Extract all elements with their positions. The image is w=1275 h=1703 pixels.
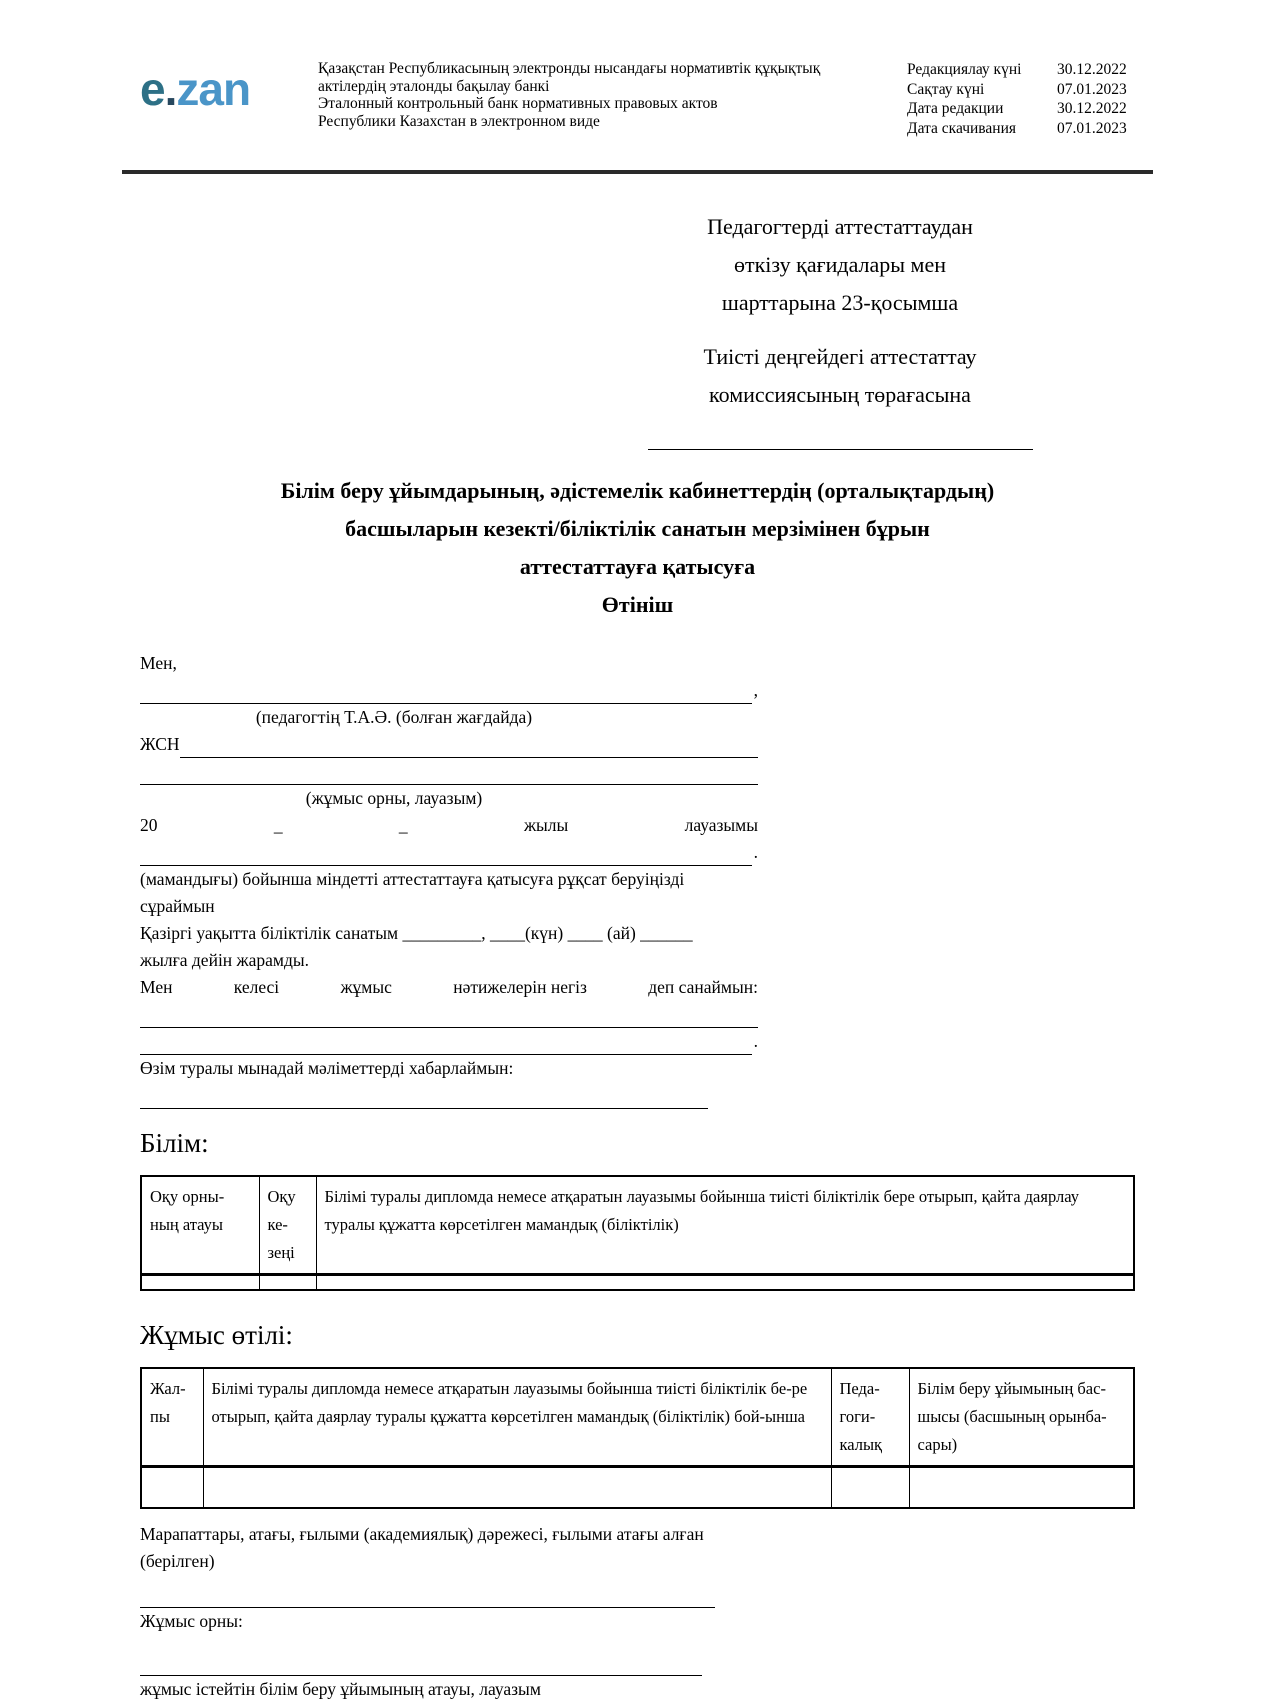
logo-letter-e: e xyxy=(140,63,165,115)
column-header: Оқу ке-зеңі xyxy=(259,1176,316,1275)
empty-cell xyxy=(259,1275,316,1290)
meta-value: 30.12.2022 xyxy=(1057,61,1127,78)
empty-cell xyxy=(909,1466,1134,1508)
workplace-caption: (жұмыс орны, лауазым) xyxy=(305,788,483,808)
empty-cell xyxy=(316,1275,1134,1290)
empty-cell xyxy=(203,1466,831,1508)
meta-label: Редакциялау күні xyxy=(907,61,1022,78)
form-body xyxy=(140,650,758,1109)
awards-text: Марапаттары, атағы, ғылыми (академиялық) дәрежесі, ғылыми атағы алған (берілген) xyxy=(140,1524,704,1571)
category-line: Қазіргі уақытта біліктілік санатым _________, ____(күн) ____ (ай) ______ xyxy=(140,923,693,943)
about-fill-row xyxy=(140,1082,758,1109)
workplace-fill-line xyxy=(140,761,758,785)
education-header-row xyxy=(141,1176,1134,1275)
column-header: Білімі туралы дипломда немесе атқаратын лауазымы бойынша тиісті біліктілік бере отырып, қайта даярлау туралы құжатта көрсетілген мамандық (біліктілік) xyxy=(316,1176,1134,1275)
awards-fill-row xyxy=(140,1581,758,1608)
workplace-footnote: жұмыс істейтін білім беру ұйымының атауы, лауазым xyxy=(140,1679,541,1699)
org-line: Эталонный контрольный банк нормативных правовых актов xyxy=(318,95,718,112)
meta-row xyxy=(907,99,1135,119)
meta-label: Дата редакции xyxy=(907,100,1004,117)
year-row xyxy=(140,812,758,839)
spacer xyxy=(630,322,1050,338)
about-fill-line xyxy=(140,1085,708,1109)
position-fill-row xyxy=(140,839,758,866)
year-word: жылы xyxy=(523,815,569,835)
ezan-logo xyxy=(140,63,318,115)
empty-cell xyxy=(831,1466,909,1508)
validity-line: жылға дейін жарамды. xyxy=(140,950,310,970)
workplace-footer-fill-row xyxy=(140,1649,758,1676)
basis-fill-row xyxy=(140,1028,758,1055)
org-line: Қазақстан Республикасының электронды нысандағы нормативтік құқықтық xyxy=(318,60,821,77)
meta-label: Сақтау күні xyxy=(907,80,985,98)
empty-cell xyxy=(141,1466,203,1508)
logo-letters-zan: zan xyxy=(176,63,251,115)
empty-cell xyxy=(141,1275,259,1290)
position-word: лауазымы xyxy=(684,815,758,835)
experience-heading: Жұмыс өтілі: xyxy=(140,1319,293,1350)
title-line: аттестаттауға қатысуға xyxy=(519,554,756,579)
year-prefix: 20 xyxy=(140,815,158,835)
iin-row xyxy=(140,731,758,758)
document-header xyxy=(140,60,1135,138)
basis-word: Мен xyxy=(140,977,173,997)
education-table xyxy=(140,1175,1135,1291)
column-header: Білім беру ұйымының бас-шысы (басшының орынба-сары) xyxy=(909,1368,1134,1467)
basis-fill-row xyxy=(140,1001,758,1028)
experience-header-row xyxy=(141,1368,1134,1467)
meta-value: 30.12.2022 xyxy=(1057,100,1127,117)
underscore: _ xyxy=(398,815,408,835)
education-empty-row xyxy=(141,1275,1134,1290)
meta-label: Дата скачивания xyxy=(907,119,1017,137)
annex-line: Педагогтерді аттестаттаудан xyxy=(707,214,973,239)
logo-dot: . xyxy=(164,63,177,115)
meta-row xyxy=(907,80,1135,100)
meta-row xyxy=(907,60,1135,80)
annex-line: өткізу қағидалары мен xyxy=(733,252,947,277)
awards-fill-line xyxy=(140,1584,715,1608)
document-title xyxy=(140,472,1135,624)
addressee-line: Тиісті деңгейдегі аттестаттау xyxy=(703,344,977,369)
fio-line-suffix: , xyxy=(753,680,758,700)
meta-value: 07.01.2023 xyxy=(1057,80,1127,98)
document-footer xyxy=(140,1521,758,1703)
annex-reference xyxy=(630,208,1050,450)
addressee-fill-line xyxy=(648,428,1033,450)
basis-fill-line xyxy=(140,1031,752,1055)
basis-word: келесі xyxy=(233,977,280,997)
annex-line: шарттарына 23-қосымша xyxy=(721,290,959,315)
workplace-fill-row xyxy=(140,758,758,785)
position-line-suffix: . xyxy=(753,842,758,862)
fio-fill-line xyxy=(140,680,752,704)
experience-table xyxy=(140,1367,1135,1510)
column-header: Жал-пы xyxy=(141,1368,203,1467)
meta-row xyxy=(907,119,1135,139)
title-line: Білім беру ұйымдарының, әдістемелік кабинеттердің (орталықтардың) xyxy=(280,478,995,503)
basis-word: деп санаймын: xyxy=(648,977,758,997)
position-fill-line xyxy=(140,842,752,866)
underscore: _ xyxy=(273,815,283,835)
basis-fill-line xyxy=(140,1004,758,1028)
org-line: актілердің эталонды бақылау банкі xyxy=(318,77,550,95)
request-text: (мамандығы) бойынша міндетті аттестаттауға қатысуға рұқсат беруіңізді сұраймын xyxy=(140,869,685,916)
education-heading: Білім: xyxy=(140,1128,209,1158)
application-word: Өтініш xyxy=(601,592,674,617)
workplace-footer-fill-line xyxy=(140,1652,702,1676)
basis-line-suffix: . xyxy=(753,1031,758,1051)
addressee-line: комиссиясының төрағасына xyxy=(709,382,971,407)
title-line: басшыларын кезекті/біліктілік санатын мерзімінен бұрын xyxy=(345,516,930,541)
document-meta xyxy=(907,60,1135,138)
column-header: Білімі туралы дипломда немесе атқаратын лауазымы бойынша тиісті біліктілік бе-ре отырып, қайта даярлау туралы құжатта көрсетілген мамандық (біліктілік) бой-ынша xyxy=(203,1368,831,1467)
org-line: Республики Казахстан в электронном виде xyxy=(318,112,600,130)
column-header: Оқу орны-ның атауы xyxy=(141,1176,259,1275)
fio-fill-row xyxy=(140,677,758,704)
org-description xyxy=(318,60,866,130)
about-line: Өзім туралы мынадай мәліметтерді хабарлаймын: xyxy=(140,1058,514,1078)
iin-fill-line xyxy=(180,734,758,758)
workplace-label: Жұмыс орны: xyxy=(140,1611,243,1631)
meta-value: 07.01.2023 xyxy=(1057,119,1127,137)
fio-caption: (педагогтің Т.А.Ә. (болған жағдайда) xyxy=(255,707,533,727)
basis-word: нәтижелерін негіз xyxy=(453,977,587,997)
men-label: Мен, xyxy=(140,653,177,673)
basis-row xyxy=(140,974,758,1001)
experience-empty-row xyxy=(141,1466,1134,1508)
iin-label: ЖСН xyxy=(140,734,180,754)
header-divider xyxy=(122,170,1153,174)
column-header: Педа-гоги-калық xyxy=(831,1368,909,1467)
basis-word: жұмыс xyxy=(340,977,392,997)
